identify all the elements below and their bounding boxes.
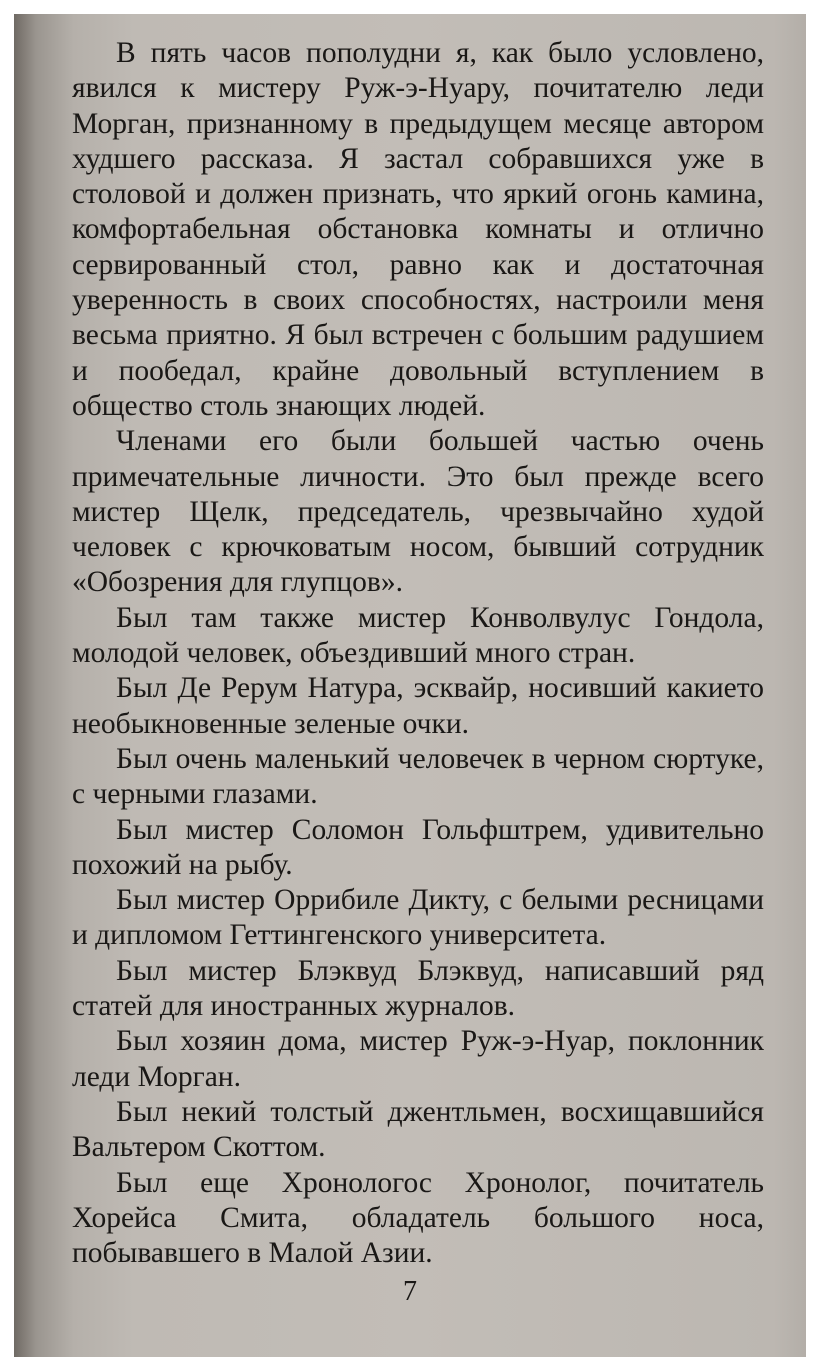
- paragraph: Был еще Хронологос Хронолог, почитатель Хорейса Смита, обладатель большого носа, побывавшего в Малой Азии.: [72, 1166, 764, 1270]
- paragraph: Был там также мистер Конволвулус Гондола, молодой человек, объездивший много стран.: [72, 601, 764, 670]
- paragraph: Членами его были большей частью очень примечательные личности. Это был прежде всего мистер Щелк, председатель, чрезвычайно худой человек с крючковатым носом, бывший сотрудник «Обозрения для глупцов».: [72, 425, 764, 599]
- paragraph: Был мистер Блэквуд Блэквуд, написавший ряд статей для иностранных журналов.: [72, 954, 764, 1023]
- paragraph: Был очень маленький человечек в черном сюртуке, с черными глазами.: [72, 742, 764, 811]
- paragraph: В пять часов пополудни я, как было условлено, явился к мистеру Руж-э-Нуару, почитателю леди Морган, признанному в предыдущем месяце автором худшего рассказа. Я застал собравшихся уже в столовой и должен признать, что яркий огонь камина, комфортабельная обстановка комнаты и отлично сервированный стол, равно как и достаточная уверенность в своих способностях, настроили меня весьма приятно. Я был встречен с большим радушием и пообедал, крайне довольный вступлением в общество столь знающих людей.: [72, 37, 764, 422]
- paragraph: Был Де Рерум Натура, эсквайр, носивший какието необыкновенные зеленые очки.: [72, 672, 764, 740]
- paragraph: Был мистер Оррибиле Дикту, с белыми ресницами и дипломом Геттингенского университета.: [72, 884, 764, 952]
- paragraph: Был мистер Соломон Гольфштрем, удивительно похожий на рыбу.: [72, 813, 764, 881]
- paragraph: Был хозяин дома, мистер Руж-э-Нуар, поклонник леди Морган.: [72, 1025, 764, 1093]
- paragraph: Был некий толстый джентльмен, восхищавшийся Вальтером Скоттом.: [72, 1095, 764, 1164]
- book-page: [14, 14, 806, 1357]
- body-text: [72, 36, 764, 1271]
- page-number: 7: [403, 1276, 417, 1307]
